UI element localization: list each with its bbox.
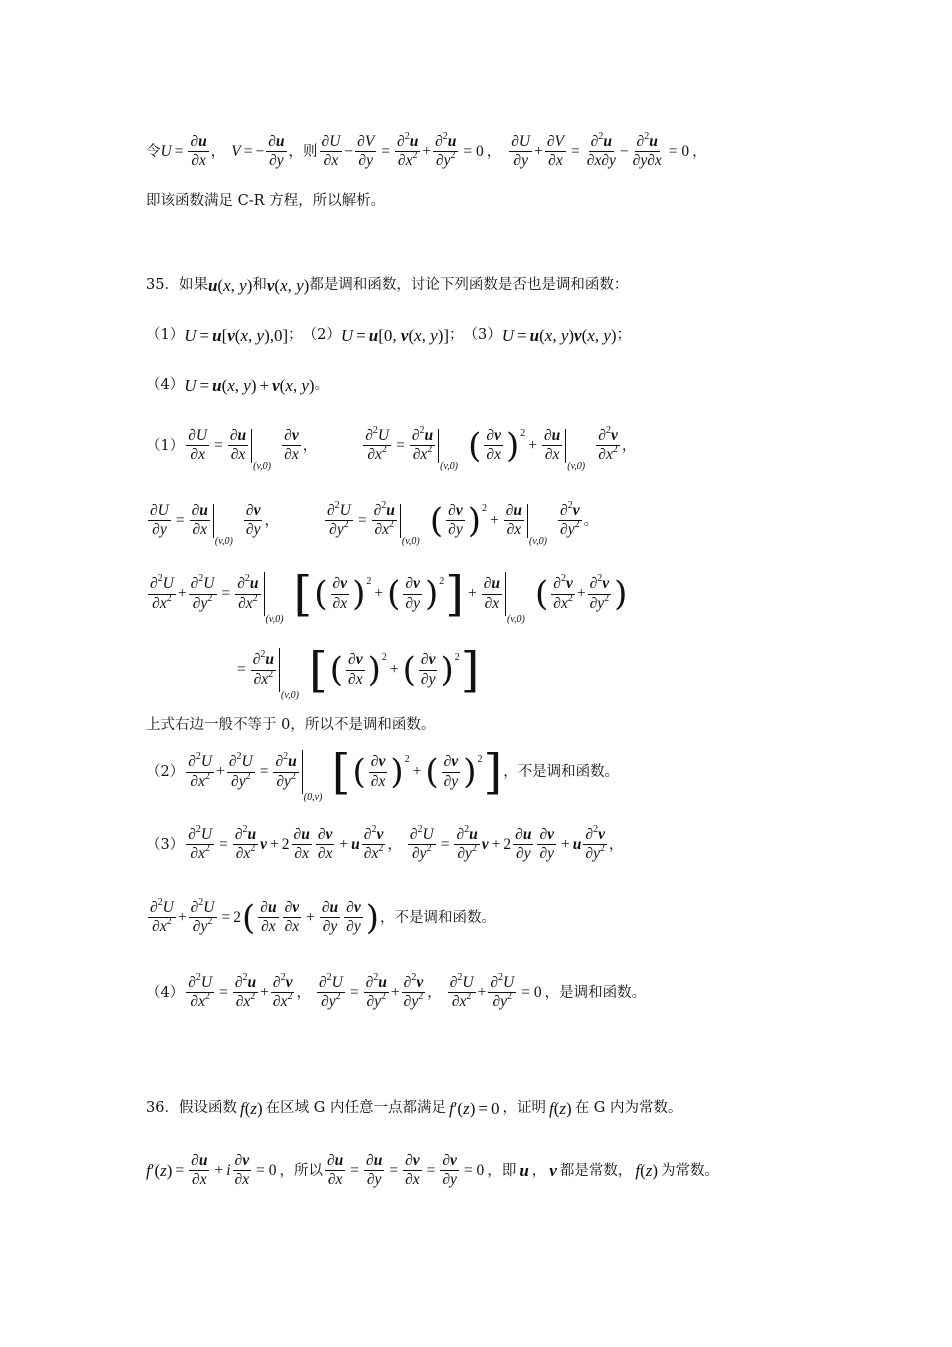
p34-conclusion: 即该函数满足 C-R 方程，所以解析。 [146,193,386,209]
sol1-row2: $\frac{\partial U}{\partial y}$ = $\frac{\partial u}{\partial x}$ (v,0) ∂v ∂y ， $\frac{\partial^2U}{\partial y^2}$ = $\frac{\partial^2u}{\partial x^2}$ (v,0) ( ∂v ∂y ) 2 + $\frac{\partial u}{\partial x}$ (v,0) ∂$^2$v $\partial y^2$ 。 [146,502,598,540]
sol4-result: 是调和函数。 [559,984,647,1001]
sol1-conclusion: 上式右边一般不等于 0，所以不是调和函数。 [146,717,436,733]
case-3: U = u ( x , y ) v ( x , y ) [501,326,617,345]
p34-sep-1: ， [210,143,226,160]
p35-case4-line: （4） U = u ( x , y ) + v ( x , y ) 。 [146,376,330,395]
p36-number: 36． [146,1100,179,1117]
u-xy: u ( x , y ) [207,276,253,295]
sol1-row1: （1） $\frac{\partial U}{\partial x}$ = $\frac{\partial u}{\partial x}$ (v,0) ∂v ∂x ， $\frac{\partial^2U}{\partial x^2}$ = $\frac{\partial^2u}{\partial x^2}$ (v,0) ( ∂v ∂x ) 2 + $\frac{\partial u}{\partial x}$ (v,0) ∂$^2$v $\partial x^2$ ， [146,425,637,472]
sol3-row2: ∂$^2$U $\partial x^2$ + $\frac{\partial^2U}{\partial y^2}$ = 2 ( ∂u ∂x ∂v ∂x + $\frac{\partial u}{\partial y}$ ∂v ∂y ) ， 不是调和函数。 [150,897,496,938]
case-4: U = u ( x , y ) + v ( x , y ) [184,376,315,395]
case-1: U = u [ v ( x , y ),0] [184,326,289,345]
sol2-result: 不是调和函数。 [517,763,620,780]
cr-eq-1: ∂U ∂x − $\frac{\partial V}{\partial y}$ = $\frac{\partial^2u}{\partial x^2}$ + $\frac{\partial^2u}{\partial y^2}$ = 0 [321,131,484,170]
sol3-row1: （3） $\frac{\partial^2U}{\partial x^2}$ = $\frac{\partial^2u}{\partial x^2}$ v + 2 $\frac{\partial u}{\partial x}$ ∂v ∂x + u ∂$^2$v $\partial x^2$ ， $\frac{\partial^2U}{\partial y^2}$ = $\frac{\partial^2u}{\partial y^2}$ v + 2 $\frac{\partial u}{\partial y}$ ∂v ∂y + u ∂$^2$v $\partial y^2$ ， [146,824,624,863]
sol1-laplacian: ∂$^2$U $\partial x^2$ + $\frac{\partial^2U}{\partial y^2}$ = $\frac{\partial^2u}{\partial x^2}$ (v,0) [ ( ∂v ∂x ) 2 + ( ∂v ∂y ) 2 ] + $\frac{\partial u}{\partial x}$ (v,0) ( ∂$^2$v $\partial x^2$ + ∂$^2$v $\partial y^2$ ) [150,566,628,625]
p34-sep-2: ， [288,143,304,160]
sol1-laplacian-cont: = $\frac{\partial^2u}{\partial x^2}$ (v,0) [ ( ∂v ∂x ) 2 + ( ∂v ∂y ) 2 ] [237,642,480,701]
dU-dy: $\frac{\partial U}{\partial y}$ = $\frac{\partial u}{\partial x}$ (v,0) ∂v ∂y [150,502,261,547]
p34-formula-line [146,133,707,171]
d2U-dx2: $\frac{\partial^2U}{\partial x^2}$ = $\frac{\partial^2u}{\partial x^2}$ (v,0) ( ∂v ∂x ) 2 + $\frac{\partial u}{\partial x}$ (v,0) ∂$^2$v $\partial x^2$ [365,425,618,472]
p34-intro: 令 [146,143,161,160]
d2U-dy2: $\frac{\partial^2U}{\partial y^2}$ = $\frac{\partial^2u}{\partial x^2}$ (v,0) ( ∂v ∂y ) 2 + $\frac{\partial u}{\partial x}$ (v,0) ∂$^2$v $\partial y^2$ [326,500,580,547]
p35-number: 35． [146,277,179,294]
p34-sep-3: ， [486,143,502,160]
p35-question: 35． 如果 u ( x , y ) 和 v ( x , y ) 都是调和函数，讨论下列函数是否也是调和函数： [146,276,629,295]
sol4: （4） $\frac{\partial^2U}{\partial x^2}$ = $\frac{\partial^2u}{\partial x^2}$ + ∂$^2$v $\partial x^2$ ， $\frac{\partial^2U}{\partial y^2}$ = $\frac{\partial^2u}{\partial y^2}$ + ∂$^2$v $\partial y^2$ ， ∂$^2$U $\partial x^2$ + $\frac{\partial^2U}{\partial y^2}$ = 0 ， 是调和函数。 [146,972,647,1011]
dU-dx: $\frac{\partial U}{\partial x}$ = $\frac{\partial u}{\partial x}$ (v,0) ∂v ∂x [188,427,299,472]
case-2: U = u [0, v ( x , y )] [340,326,450,345]
def-U: U = $\frac{\partial u}{\partial x}$ [160,133,207,170]
v-xy: v ( x , y ) [266,276,310,295]
cr-eq-2: ∂U ∂y + $\frac{\partial V}{\partial x}$ = $\frac{\partial^2u}{\partial x\partial y}$ − $\frac{\partial^2u}{\partial y\partial x}$ = 0 [511,131,690,170]
p34-sep-4: ， [692,143,707,160]
sol2: （2） ∂$^2$U $\partial x^2$ + $\frac{\partial^2U}{\partial y^2}$ = $\frac{\partial^2u}{\partial y^2}$ (0,v) [ ( ∂v ∂x ) 2 + ( ∂v ∂y ) 2 ] ， 不是调和函数。 [146,744,620,803]
p36-solution: f′(z) = $\frac{\partial u}{\partial x}$ + i $\frac{\partial v}{\partial x}$ = 0 ， 所以 $\frac{\partial u}{\partial x}$ = $\frac{\partial u}{\partial y}$ = $\frac{\partial v}{\partial x}$ = $\frac{\partial v}{\partial y}$ = 0 ， 即 u ， v 都是常数， f ( z ) 为常数。 [146,1152,720,1189]
def-V: V = − $\frac{\partial u}{\partial y}$ [231,133,285,170]
sol3-result: 不是调和函数。 [394,909,496,926]
p36-question: 36． 假设函数 f ( z ) 在区域 G 内任意一点都满足 f ′( z ) = 0 ，证明 f ( z ) 在 G 内为常数。 [146,1099,683,1118]
p35-cases-line: （1） U = u [ v ( x , y ),0] ； （2） U = u [0, v ( x , y )] ； （3） U = u ( x , y ) v ( x , y ) ； [146,326,632,345]
p34-then: 则 [303,143,318,160]
